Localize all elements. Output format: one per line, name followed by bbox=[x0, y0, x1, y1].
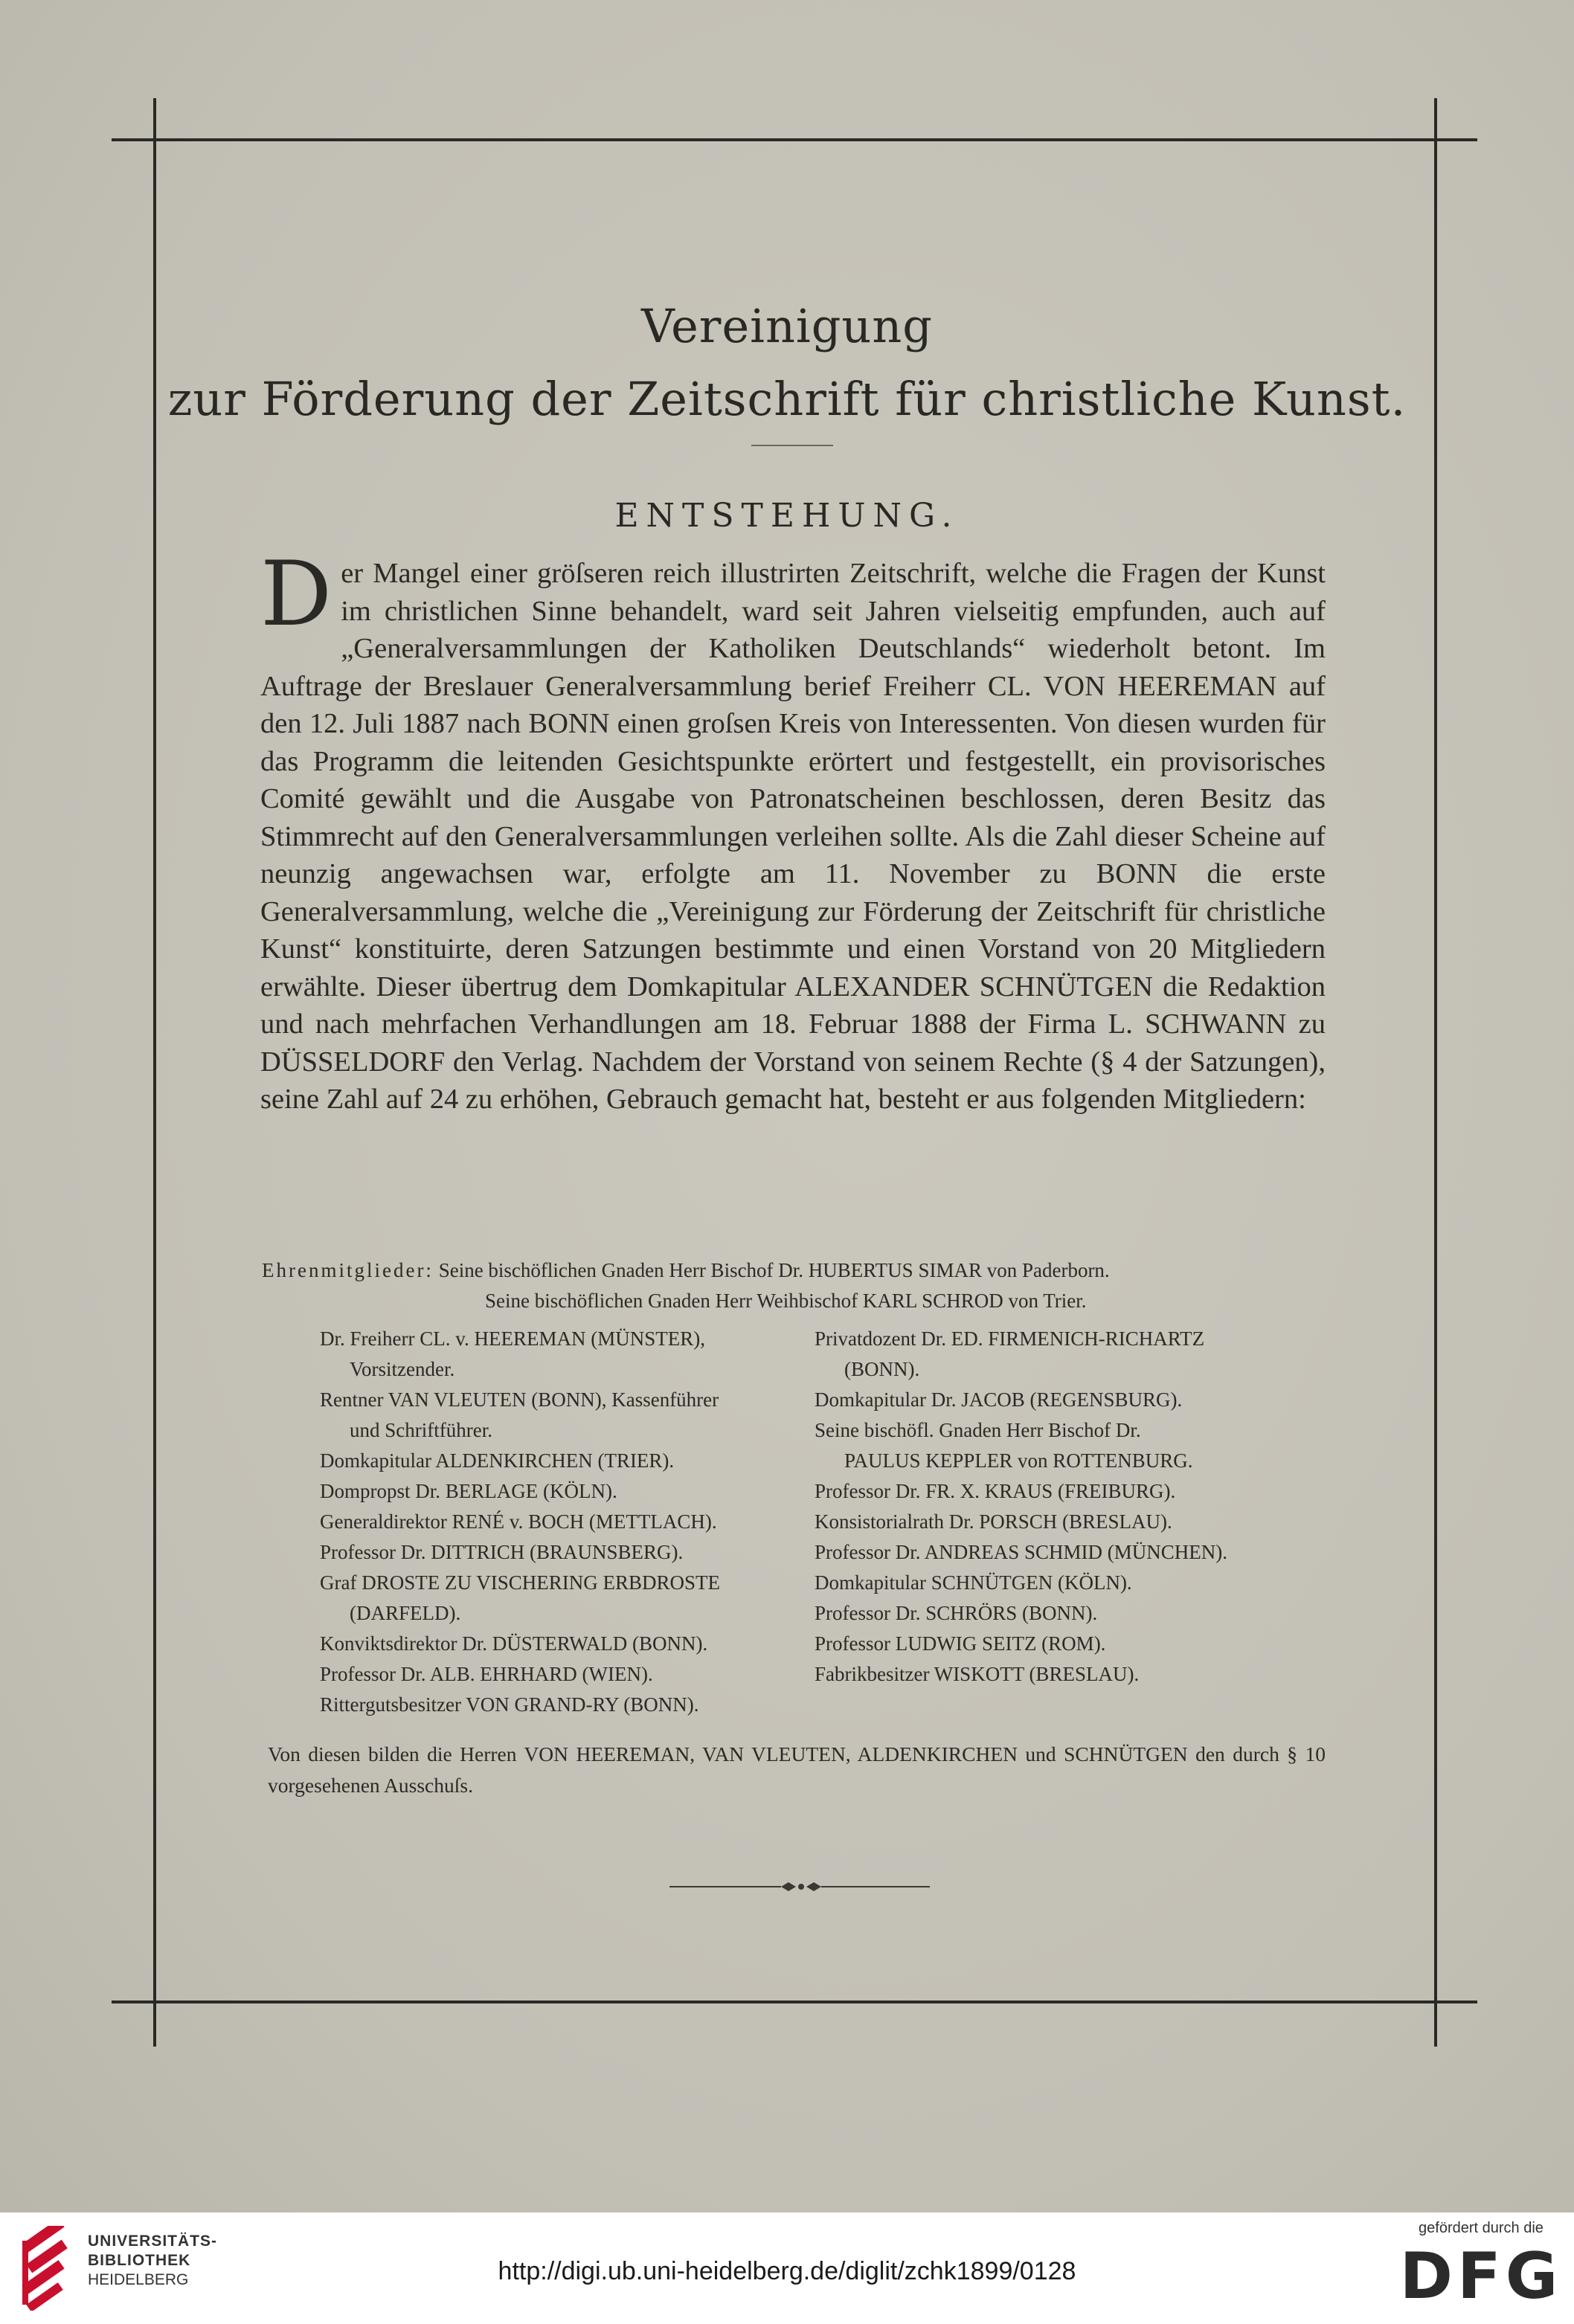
member-line-cont: Vorsitzender. bbox=[350, 1358, 455, 1380]
member-entry bbox=[815, 1415, 1335, 1476]
member-entry bbox=[815, 1598, 1335, 1629]
member-entry bbox=[320, 1476, 796, 1507]
section-heading: ENTSTEHUNG. bbox=[614, 497, 960, 535]
body-paragraph bbox=[260, 543, 1326, 1118]
member-entry bbox=[815, 1385, 1335, 1415]
member-entry bbox=[320, 1507, 796, 1537]
member-line-cont: PAULUS KEPPLER von ROTTENBURG. bbox=[844, 1449, 1193, 1472]
drop-cap: D bbox=[260, 543, 333, 646]
member-line-cont: (DARFELD). bbox=[350, 1602, 461, 1624]
member-line: Rittergutsbesitzer VON GRAND-RY (BONN). bbox=[320, 1693, 699, 1716]
members-right-column bbox=[815, 1324, 1335, 1690]
dfg-logo: DFG bbox=[1399, 2239, 1563, 2314]
member-line: Domkapitular ALDENKIRCHEN (TRIER). bbox=[320, 1449, 675, 1472]
body-text: er Mangel einer gröſseren reich illustrirten Zeitschrift, welche die Fragen der Kunst im christlichen Sinne behandelt, ward seit Jahren vielseitig empfunden, auch auf „Generalversammlungen der Katholiken Deutschlands“ wiederholt betont. Im Auftrage der Breslauer Generalversammlung berief Freiherr CL. VON HEEREMAN auf den 12. Juli 1887 nach BONN einen groſsen Kreis von Interessenten. Von diesen wurden für das Programm die leitenden Gesichtspunkte erörtert und festgestellt, ein provisorisches Comité gewählt und die Ausgabe von Patronatscheinen beschlossen, deren Besitz das Stimmrecht auf den Generalversammlungen verleihen sollte. Als die Zahl dieser Scheine auf neunzig angewachsen war, erfolgte am 11. November zu BONN die erste Generalversammlung, welche die „Vereinigung zur Förderung der Zeitschrift für christliche Kunst“ konstituirte, deren Satzungen bestimmte und einen Vorstand von 20 Mitgliedern erwählte. Dieser übertrug dem Domkapitular ALEXANDER SCHNÜTGEN die Redaktion und nach mehrfachen Verhandlungen am 18. Februar 1888 der Firma L. SCHWANN zu DÜSSELDORF den Verlag. Nachdem der Vorstand von seinem Rechte (§ 4 der Satzungen), seine Zahl auf 24 zu erhöhen, Gebrauch gemacht hat, besteht er aus folgenden Mitgliedern: bbox=[260, 558, 1326, 1115]
member-line: Privatdozent Dr. ED. FIRMENICH-RICHARTZ bbox=[815, 1327, 1205, 1350]
member-entry bbox=[320, 1568, 796, 1629]
member-entry bbox=[815, 1537, 1335, 1568]
honorary-label: Ehrenmitglieder: bbox=[262, 1259, 434, 1281]
page-title-line2: zur Förderung der Zeitschrift für christliche Kunst. bbox=[167, 372, 1407, 426]
members-left-column bbox=[320, 1324, 796, 1720]
member-line: Professor Dr. ANDREAS SCHMID (MÜNCHEN). bbox=[815, 1541, 1228, 1563]
member-line: Professor LUDWIG SEITZ (ROM). bbox=[815, 1632, 1106, 1655]
funder-text: gefördert durch die bbox=[1419, 2220, 1544, 2236]
member-line: Domkapitular Dr. JACOB (REGENSBURG). bbox=[815, 1388, 1183, 1411]
member-entry bbox=[815, 1476, 1335, 1507]
member-entry bbox=[815, 1659, 1335, 1690]
member-line: Professor Dr. DITTRICH (BRAUNSBERG). bbox=[320, 1541, 684, 1563]
title-divider bbox=[751, 445, 833, 446]
member-line: Seine bischöfl. Gnaden Herr Bischof Dr. bbox=[815, 1419, 1141, 1441]
honorary-line-1: Seine bischöflichen Gnaden Herr Bischof Dr. HUBERTUS SIMAR von Paderborn. bbox=[438, 1259, 1110, 1281]
member-line: Rentner VAN VLEUTEN (BONN), Kassenführer bbox=[320, 1388, 719, 1411]
member-line: Professor Dr. FR. X. KRAUS (FREIBURG). bbox=[815, 1480, 1176, 1502]
member-entry bbox=[320, 1629, 796, 1659]
closing-paragraph: Von diesen bilden die Herren VON HEEREMAN, VAN VLEUTEN, ALDENKIRCHEN und SCHNÜTGEN den durch § 10 vorgesehenen Ausschuſs. bbox=[268, 1742, 1326, 1797]
member-entry bbox=[320, 1324, 796, 1385]
frame-top-line bbox=[112, 138, 1477, 141]
member-entry bbox=[815, 1507, 1335, 1537]
member-entry bbox=[815, 1568, 1335, 1598]
honorary-line-2: Seine bischöflichen Gnaden Herr Weihbischof KARL SCHROD von Trier. bbox=[485, 1290, 1087, 1312]
member-line: Konsistorialrath Dr. PORSCH (BRESLAU). bbox=[815, 1510, 1172, 1533]
member-entry bbox=[320, 1537, 796, 1568]
page-title-line1: Vereinigung bbox=[641, 299, 933, 353]
footer-bar bbox=[0, 2212, 1574, 2324]
member-line-cont: (BONN). bbox=[844, 1358, 920, 1380]
frame-bottom-line bbox=[112, 2000, 1477, 2003]
member-entry bbox=[320, 1690, 796, 1720]
member-line: Domkapitular SCHNÜTGEN (KÖLN). bbox=[815, 1571, 1132, 1594]
member-line: Professor Dr. ALB. EHRHARD (WIEN). bbox=[320, 1663, 653, 1685]
member-line: Generaldirektor RENÉ v. BOCH (METTLACH). bbox=[320, 1510, 717, 1533]
member-line: Konviktsdirektor Dr. DÜSTERWALD (BONN). bbox=[320, 1632, 708, 1655]
member-entry bbox=[320, 1446, 796, 1476]
honorary-members bbox=[262, 1255, 1327, 1316]
member-line: Dompropst Dr. BERLAGE (KÖLN). bbox=[320, 1480, 617, 1502]
member-line: Graf DROSTE ZU VISCHERING ERBDROSTE bbox=[320, 1571, 720, 1594]
member-line: Professor Dr. SCHRÖRS (BONN). bbox=[815, 1602, 1098, 1624]
member-line-cont: und Schriftführer. bbox=[350, 1419, 492, 1441]
source-url[interactable]: http://digi.ub.uni-heidelberg.de/diglit/zchk1899/0128 bbox=[498, 2257, 1076, 2285]
member-entry bbox=[320, 1385, 796, 1446]
member-line: Dr. Freiherr CL. v. HEEREMAN (MÜNSTER), bbox=[320, 1327, 705, 1350]
member-entry bbox=[815, 1629, 1335, 1659]
end-ornament bbox=[669, 1879, 930, 1894]
member-line: Fabrikbesitzer WISKOTT (BRESLAU). bbox=[815, 1663, 1140, 1685]
library-name: UNIVERSITÄTS- BIBLIOTHEK HEIDELBERG bbox=[88, 2233, 218, 2288]
member-entry bbox=[320, 1659, 796, 1690]
member-entry bbox=[815, 1324, 1335, 1385]
